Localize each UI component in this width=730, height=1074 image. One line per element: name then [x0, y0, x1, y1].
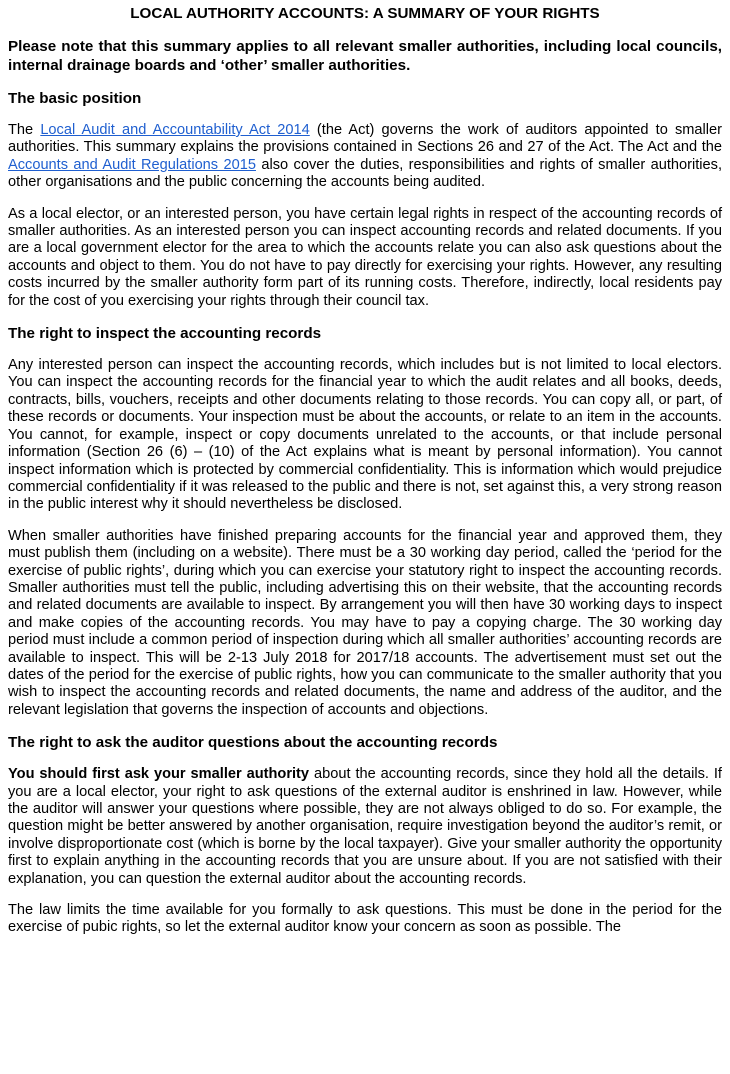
page-title: LOCAL AUTHORITY ACCOUNTS: A SUMMARY OF YOUR RIGHTS: [130, 5, 600, 22]
emphasis-first-ask: You should first ask your smaller authority: [8, 766, 310, 783]
section-basic-position: [8, 89, 722, 310]
text-run: (the Act) governs the work of auditors appointed to smaller authorities. This summary explains the provisions contained in Sections 26 and 27 of the Act. The Act and the: [8, 122, 723, 156]
section-right-to-ask-questions: [8, 733, 722, 937]
accounts-audit-regulations-link[interactable]: Accounts and Audit Regulations 2015: [8, 156, 256, 173]
text-run: The: [8, 122, 41, 138]
local-audit-act-link[interactable]: Local Audit and Accountability Act 2014: [40, 122, 310, 138]
section-heading-right-to-ask-questions: The right to ask the auditor questions about the accounting records: [8, 734, 498, 752]
scope-note: Please note that this summary applies to all relevant smaller authorities, including local councils, internal drainage boards and ‘other’ smaller authorities.: [8, 38, 722, 74]
questions-paragraph-1: [8, 766, 722, 888]
section-right-to-inspect: [8, 324, 722, 719]
section-heading-right-to-inspect: The right to inspect the accounting records: [8, 325, 322, 343]
basic-position-paragraph-2: As a local elector, or an interested person, you have certain legal rights in respect of the accounting records of smaller authorities. As an interested person you can inspect accounting records and related documents. If you are a local government elector for the area to which the accounts relate you can also ask questions about the accounts and object to them. You do not have to pay directly for exercising your rights. However, any resulting costs incurred by the smaller authority form part of its running costs. Therefore, indirectly, local residents pay for the cost of you exercising your rights through their council tax.: [8, 205, 722, 309]
basic-position-paragraph-1: [8, 122, 722, 192]
section-heading-basic-position: The basic position: [8, 90, 142, 107]
inspect-paragraph-1: Any interested person can inspect the accounting records, which includes but is not limited to local electors. You can inspect the accounting records for the financial year to which the audit relates and all books, deeds, contracts, bills, vouchers, receipts and other documents relating to those records. You can copy all, or part, of these records or documents. Your inspection must be about the accounts, or relate to an item in the accounts. You cannot, for example, inspect or copy documents unrelated to the accounts, or that include personal information (Section 26 (6) – (10) of the Act explains what is meant by personal information). You cannot inspect information which is protected by commercial confidentiality. This is information which would prejudice commercial confidentiality if it was released to the public and there is not, set against this, a very strong reason in the public interest why it should nevertheless be disclosed.: [8, 357, 722, 513]
text-run: about the accounting records, since they hold all the details. If you are a local elector, your right to ask questions of the external auditor is enshrined in law. However, while the auditor will answer your questions where possible, they are not always obliged to do so. For example, the question might be better answered by another organisation, require investigation beyond the auditor’s remit, or involve disproportionate cost (which is borne by the local taxpayer). Give your smaller authority the opportunity first to explain anything in the accounting records that you are unsure about. If you are not satisfied with their explanation, you can question the external auditor about the accounting records.: [8, 766, 722, 887]
inspect-paragraph-2: When smaller authorities have finished preparing accounts for the financial year and approved them, they must publish them (including on a website). There must be a 30 working day period, called the ‘period for the exercise of public rights’, during which you can exercise your statutory right to inspect the accounting records. Smaller authorities must tell the public, including advertising this on their website, that the accounting records and related documents are available to inspect. By arrangement you will then have 30 working days to inspect and make copies of the accounting records. You may have to pay a copying charge. The 30 working day period must include a common period of inspection during which all smaller authorities’ accounting records are available to inspect. This will be 2-13 July 2018 for 2017/18 accounts. The advertisement must set out the dates of the period for the exercise of public rights, how you can communicate to the smaller authority that you wish to inspect the accounting records and related documents, the name and address of the auditor, and the relevant legislation that governs the inspection of accounts and objections.: [8, 527, 722, 718]
text-run: also cover the duties, responsibilities and rights of smaller authorities, other organisations and the public concerning the accounts being audited.: [8, 156, 722, 191]
questions-paragraph-2: The law limits the time available for you formally to ask questions. This must be done in the period for the exercise of pubic rights, so let the external auditor know your concern as soon as possible. The: [8, 902, 722, 936]
